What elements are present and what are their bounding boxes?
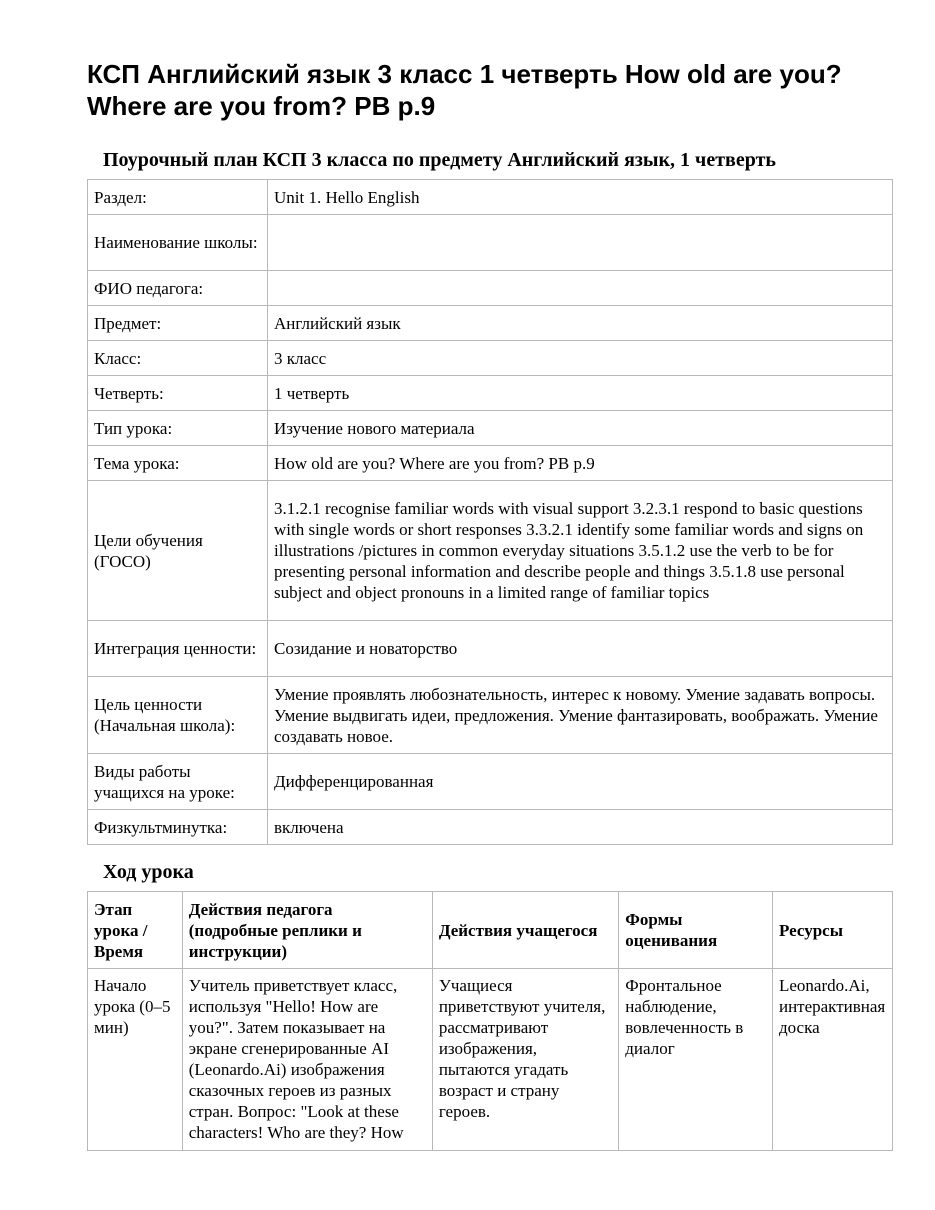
info-row-section <box>88 180 893 215</box>
info-value: включена <box>268 810 893 845</box>
lesson-flow-table <box>87 891 893 1151</box>
column-header-student-actions: Действия учащегося <box>432 892 618 969</box>
info-label: Цель ценности (Начальная школа): <box>88 677 268 754</box>
info-row-value-goal <box>88 677 893 754</box>
info-label: Наименование школы: <box>88 215 268 271</box>
stage-cell: Начало урока (0–5 мин) <box>88 969 183 1151</box>
info-label: Виды работы учащихся на уроке: <box>88 754 268 810</box>
info-value: How old are you? Where are you from? PB p.9 <box>268 446 893 481</box>
info-value: Умение проявлять любознательность, интерес к новому. Умение задавать вопросы. Умение выдвигать идеи, предложения. Умение фантазировать, воображать. Умение создавать новое. <box>268 677 893 754</box>
info-value <box>268 271 893 306</box>
info-row-learning-goals <box>88 481 893 621</box>
info-label: Интеграция ценности: <box>88 621 268 677</box>
info-row-quarter <box>88 376 893 411</box>
info-row-work-types <box>88 754 893 810</box>
info-row-subject <box>88 306 893 341</box>
info-value: Дифференцированная <box>268 754 893 810</box>
column-header-teacher-actions: Действия педагога (подробные реплики и инструкции) <box>182 892 432 969</box>
info-label: Класс: <box>88 341 268 376</box>
info-label: Четверть: <box>88 376 268 411</box>
lesson-flow-heading: Ход урока <box>103 861 194 883</box>
info-label: Тип урока: <box>88 411 268 446</box>
info-label: ФИО педагога: <box>88 271 268 306</box>
student-actions-cell: Учащиеся приветствуют учителя, рассматривают изображения, пытаются угадать возраст и страну героев. <box>432 969 618 1151</box>
info-label: Тема урока: <box>88 446 268 481</box>
info-value: Английский язык <box>268 306 893 341</box>
info-label: Предмет: <box>88 306 268 341</box>
column-header-stage: Этап урока / Время <box>88 892 183 969</box>
resources-cell: Leonardo.Ai, интерактивная доска <box>772 969 892 1151</box>
info-label: Физкультминутка: <box>88 810 268 845</box>
info-row-grade <box>88 341 893 376</box>
info-value: Unit 1. Hello English <box>268 180 893 215</box>
info-row-exercise-break <box>88 810 893 845</box>
info-value: 3 класс <box>268 341 893 376</box>
column-header-assessment: Формы оценивания <box>619 892 773 969</box>
info-row-topic <box>88 446 893 481</box>
info-row-school <box>88 215 893 271</box>
assessment-cell: Фронтальное наблюдение, вовлеченность в диалог <box>619 969 773 1151</box>
info-value: 3.1.2.1 recognise familiar words with visual support 3.2.3.1 respond to basic questions with single words or short responses 3.3.2.1 identify some familiar words and signs on illustrations /pictures in common everyday situations 3.5.1.2 use the verb to be for presenting personal information and describe people and things 3.5.1.8 use personal subject and object pronouns in a limited range of familiar topics <box>268 481 893 621</box>
info-label: Раздел: <box>88 180 268 215</box>
info-value <box>268 215 893 271</box>
info-value: Изучение нового материала <box>268 411 893 446</box>
info-row-teacher <box>88 271 893 306</box>
table-row <box>88 969 893 1151</box>
info-row-lesson-type <box>88 411 893 446</box>
info-value: Созидание и новаторство <box>268 621 893 677</box>
info-value: 1 четверть <box>268 376 893 411</box>
plan-heading: Поурочный план КСП 3 класса по предмету Английский язык, 1 четверть <box>103 149 776 171</box>
document-title: КСП Английский язык 3 класс 1 четверть How old are you? Where are you from? PB p.9 <box>87 59 842 121</box>
info-row-value-integration <box>88 621 893 677</box>
column-header-resources: Ресурсы <box>772 892 892 969</box>
info-label: Цели обучения (ГОСО) <box>88 481 268 621</box>
table-header-row <box>88 892 893 969</box>
lesson-info-table <box>87 179 893 845</box>
teacher-actions-cell: Учитель приветствует класс, используя "Hello! How are you?". Затем показывает на экране сгенерированные AI (Leonardo.Ai) изображения сказочных героев из разных стран. Вопрос: "Look at these characters! Who are they? How <box>182 969 432 1151</box>
